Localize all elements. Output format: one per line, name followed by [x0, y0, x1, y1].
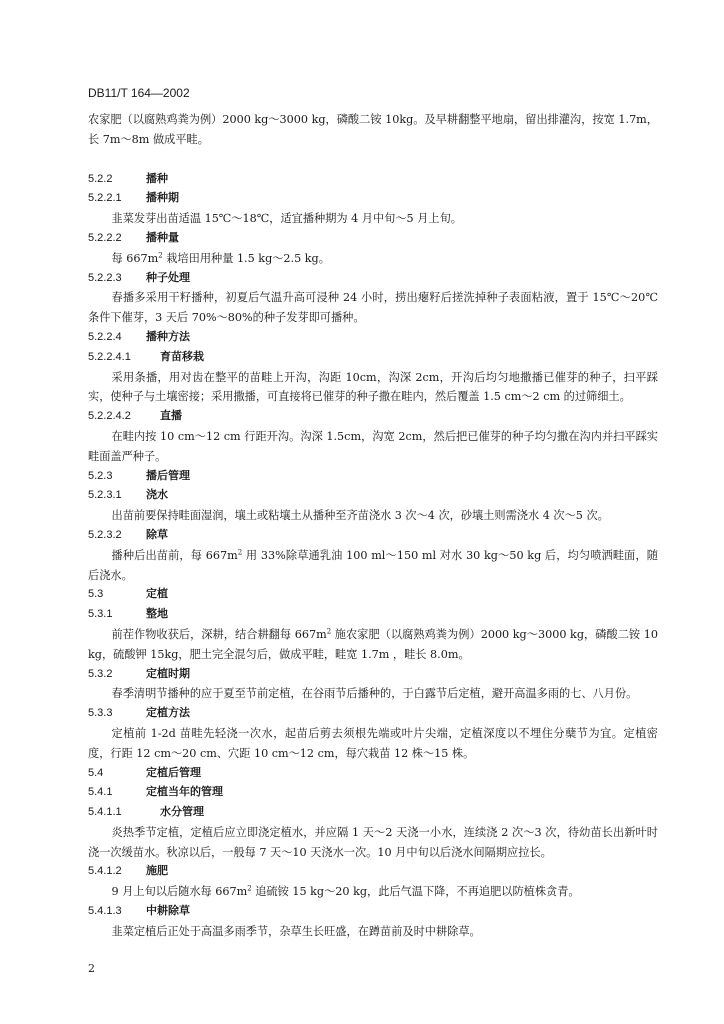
- paragraph-5-3-2: 春季清明节播种的应于夏至节前定植，在谷雨节后播种的，于白露节后定植，避开高温多雨的七、八月份。: [111, 687, 638, 701]
- heading-5-2-2-3: [88, 269, 658, 289]
- heading-5-4: [88, 764, 658, 784]
- heading-5-2-3-2: [88, 526, 658, 546]
- paragraph-5-2-2-3: 春播多采用干籽播种，初夏后气温升高可浸种 24 小时，捞出瘪籽后搓洗掉种子表面粘液，置于 15℃～20℃条件下催芽，3 天后 70%～80%的种子发芽即可播种。: [88, 291, 658, 325]
- heading-title: 播种: [146, 172, 168, 185]
- superscript: 2: [247, 884, 252, 893]
- heading-title: 定植后管理: [146, 766, 201, 779]
- paragraph-5-4-1-3: 韭菜定植后正处于高温多雨季节，杂草生长旺盛，在蹲苗前及时中耕除草。: [111, 924, 481, 938]
- heading-number: 5.3.1: [88, 608, 113, 621]
- heading-number: 5.3: [88, 588, 104, 601]
- heading-5-2-3-1: [88, 486, 658, 506]
- heading-title: 整地: [146, 608, 168, 621]
- paragraph-5-4-1-2: [88, 882, 658, 902]
- paragraph-5-3-3: 定植前 1-2d 苗畦先轻浇一次水，起苗后剪去须根先端或叶片尖端，定植深度以不埋住分蘖节为宜。定植密度，行距 12 cm～20 cm、穴距 10 cm～12 cm，每穴栽苗 12 株～15 株。: [88, 726, 658, 760]
- heading-number: 5.2.2: [88, 172, 113, 185]
- heading-title: 育苗移栽: [160, 350, 204, 363]
- heading-5-3-3: [88, 704, 658, 724]
- heading-number: 5.2.3.2: [88, 528, 122, 541]
- heading-number: 5.2.2.3: [88, 271, 122, 284]
- document-body: [88, 110, 658, 942]
- heading-title: 定植时期: [146, 667, 190, 680]
- heading-5-4-1-3: [88, 902, 658, 922]
- section-gap: [88, 150, 658, 170]
- text-part: 前茬作物收获后，深耕，结合耕翻每 667m: [111, 627, 327, 641]
- heading-title: 定植: [146, 588, 168, 601]
- page-number: 2: [88, 962, 95, 975]
- heading-number: 5.4.1.2: [88, 865, 122, 878]
- heading-number: 5.4: [88, 766, 104, 779]
- heading-title: 播种方法: [146, 330, 190, 343]
- paragraph-5-2-2-4-1: 采用条播，用对齿在整平的苗畦上开沟，沟距 10cm，沟深 2cm，开沟后均匀地撒播已催芽的种子，扫平踩实，使种子与土壤密接；采用撒播，可直接将已催芽的种子撒在畦内，然后覆盖 1.5 cm～2 cm 的过筛细土。: [88, 370, 658, 404]
- heading-5-2-2-1: [88, 189, 658, 209]
- heading-title: 播后管理: [146, 469, 190, 482]
- paragraph-5-2-3-2: [88, 546, 658, 586]
- paragraph-5-2-2-2: [88, 249, 658, 269]
- paragraph-5-2-2-1: 韭菜发芽出苗适温 15℃～18℃，适宜播种期为 4 月中旬～5 月上旬。: [111, 212, 462, 226]
- text-part: 追硫铵 15 kg～20 kg，此后气温下降，不再追肥以防植株贪青。: [251, 885, 580, 899]
- heading-title: 浇水: [146, 489, 168, 502]
- paragraph-5-3-1: [88, 625, 658, 665]
- heading-5-3: [88, 585, 658, 605]
- heading-number: 5.2.3: [88, 469, 113, 482]
- heading-number: 5.2.2.4: [88, 330, 122, 343]
- superscript: 2: [326, 627, 332, 636]
- heading-5-3-2: [88, 665, 658, 685]
- heading-number: 5.4.1.1: [88, 806, 122, 819]
- heading-number: 5.3.2: [88, 667, 113, 680]
- heading-number: 5.2.2.1: [88, 192, 122, 205]
- heading-number: 5.2.3.1: [88, 489, 122, 502]
- heading-title: 施肥: [146, 865, 168, 878]
- heading-number: 5.2.2.4.1: [88, 350, 131, 363]
- heading-title: 中耕除草: [146, 905, 190, 918]
- superscript: 2: [158, 251, 163, 260]
- heading-5-4-1-2: [88, 862, 658, 882]
- heading-5-2-2-2: [88, 229, 658, 249]
- heading-title: 水分管理: [160, 806, 204, 819]
- heading-number: 5.3.3: [88, 707, 113, 720]
- heading-title: 定植方法: [146, 707, 190, 720]
- heading-number: 5.4.1.3: [88, 905, 122, 918]
- heading-title: 定植当年的管理: [146, 786, 223, 799]
- text-part: 施农家肥（以腐熟鸡粪为例）2000 kg～3000 kg，磷酸二铵 10 kg，硫酸钾 15kg，肥土完全混匀后，做成平畦，畦宽 1.7m ，畦长 8.0m。: [88, 627, 658, 661]
- heading-5-2-2-4-1: [88, 348, 658, 368]
- heading-5-4-1: [88, 783, 658, 803]
- heading-5-2-2: [88, 170, 658, 190]
- text-part: 播种后出苗前，每 667m: [111, 548, 238, 562]
- text-part: 9 月上旬以后随水每 667m: [111, 885, 248, 899]
- heading-title: 种子处理: [146, 271, 190, 284]
- text-part: 栽培田用种量 1.5 kg～2.5 kg。: [162, 251, 330, 265]
- heading-title: 播种量: [146, 231, 179, 244]
- document-code: DB11/T 164—2002: [88, 86, 190, 100]
- heading-5-3-1: [88, 605, 658, 625]
- intro-paragraph: 农家肥（以腐熟鸡粪为例）2000 kg～3000 kg，磷酸二铵 10kg。及早耕翻整平地扇，留出排灌沟，按宽 1.7m，长 7m～8m 做成平畦。: [88, 113, 658, 146]
- heading-5-4-1-1: [88, 803, 658, 823]
- heading-number: 5.2.2.2: [88, 231, 122, 244]
- heading-number: 5.4.1: [88, 786, 113, 799]
- heading-title: 除草: [146, 528, 168, 541]
- text-part: 用 33%除草通乳油 100 ml～150 ml 对水 30 kg～50 kg 后，均匀喷洒畦面，随后浇水。: [88, 548, 658, 582]
- paragraph-5-2-2-4-2: 在畦内按 10 cm～12 cm 行距开沟。沟深 1.5cm，沟宽 2cm，然后把已催芽的种子均匀撒在沟内并扫平踩实畦面盖严种子。: [88, 429, 658, 463]
- paragraph-5-2-3-1: 出苗前要保持畦面湿润，壤土或粘壤土从播种至齐苗浇水 3 次～4 次，砂壤土则需浇水 4 次～5 次。: [111, 509, 609, 523]
- heading-title: 直播: [160, 410, 182, 423]
- heading-5-2-3: [88, 467, 658, 487]
- heading-title: 播种期: [146, 192, 179, 205]
- superscript: 2: [237, 548, 243, 556]
- text-part: 每 667m: [111, 251, 159, 265]
- heading-number: 5.2.2.4.2: [88, 410, 131, 423]
- heading-5-2-2-4: [88, 328, 658, 348]
- paragraph-5-4-1-1: 炎热季节定植，定植后应立即浇定植水，并应隔 1 天～2 天浇一小水，连续浇 2 次～3 次，待幼苗长出新叶时浇一次缓苗水。秋凉以后，一般每 7 天～10 天浇水一次。10 月中旬以后浇水间隔期应拉长。: [88, 825, 658, 859]
- heading-5-2-2-4-2: [88, 407, 658, 427]
